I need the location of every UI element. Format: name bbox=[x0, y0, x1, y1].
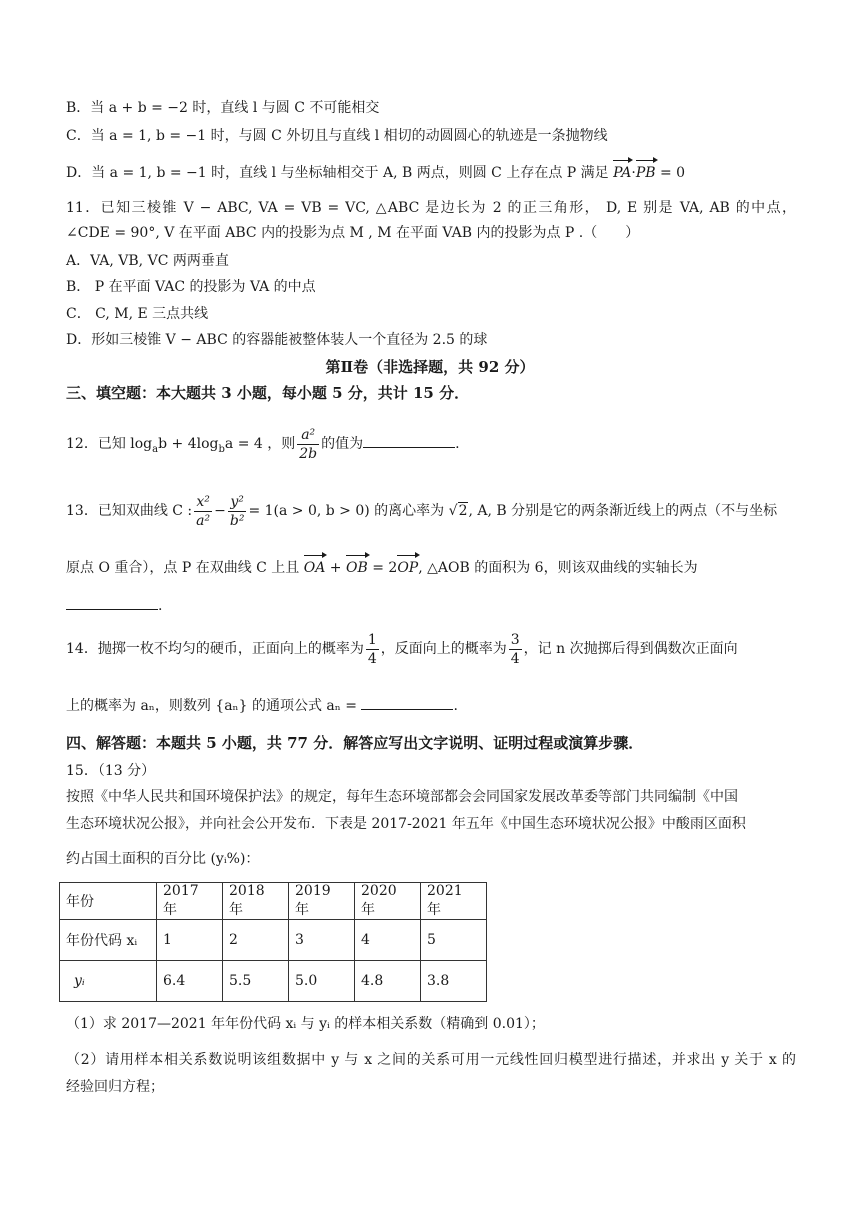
q13-line1 bbox=[66, 489, 796, 533]
vector-oa: OA bbox=[303, 560, 326, 576]
q14-f2-num: 3 bbox=[510, 631, 520, 648]
q14-answer-blank[interactable] bbox=[361, 695, 453, 710]
part2-title: 第Ⅱ卷（非选择题，共 92 分） bbox=[325, 358, 535, 376]
vector-op: OP bbox=[397, 560, 419, 576]
sqrt-radicand: 2 bbox=[458, 503, 468, 519]
q12-sub-a: a bbox=[152, 443, 159, 455]
q12 bbox=[66, 422, 796, 472]
table-header-cell: 年份 bbox=[60, 883, 157, 920]
q14-line1 bbox=[66, 627, 796, 671]
table-row bbox=[60, 920, 487, 961]
q10-option-b: B．当 a + b = −2 时，直线 l 与圆 C 不可能相交 bbox=[66, 100, 380, 116]
q14-pre: 14．抛掷一枚不均匀的硬币，正面向上的概率为 bbox=[66, 641, 364, 657]
q13-minus: − bbox=[214, 503, 226, 519]
q12-frac-den: 2b bbox=[299, 445, 318, 462]
sqrt-sign: √ bbox=[448, 503, 458, 519]
q13-post: , A, B 分别是它的两条渐近线上的两点（不与坐标 bbox=[468, 503, 778, 519]
table-cell: 5 bbox=[421, 920, 487, 961]
q14-f2-den: 4 bbox=[510, 650, 520, 667]
q13-frac-y bbox=[228, 493, 247, 530]
table-header-cell: 2020 年 bbox=[355, 883, 421, 920]
q13-line3 bbox=[66, 595, 796, 616]
q10-option-d-text: D．当 a = 1, b = −1 时，直线 l 与坐标轴相交于 A, B 两点，则圆 C 上存在点 P 满足 bbox=[66, 165, 614, 181]
q13-line2 bbox=[66, 558, 796, 578]
q15-sub1: （1）求 2017—2021 年年份代码 xᵢ 与 yᵢ 的样本相关系数（精确到 0.01）； bbox=[66, 1016, 545, 1032]
q10-option-c: C．当 a = 1, b = −1 时，与圆 C 外切且与直线 l 相切的动圆圆心的轨迹是一条抛物线 bbox=[66, 128, 608, 144]
q14-frac-tails bbox=[509, 631, 522, 668]
q11-option-a: A．VA, VB, VC 两两垂直 bbox=[66, 253, 229, 269]
q12-mid1: b + 4log bbox=[158, 436, 219, 452]
q13-pre: 13．已知双曲线 C : bbox=[66, 503, 193, 519]
q13-line2-pre: 原点 O 重合），点 P 在双曲线 C 上且 bbox=[66, 560, 304, 576]
q15-head: 15．（13 分） bbox=[66, 763, 156, 779]
q12-post: 的值为 bbox=[321, 436, 364, 452]
q14-line2 bbox=[66, 695, 796, 716]
table-cell: 4 bbox=[355, 920, 421, 961]
table-cell: 6.4 bbox=[157, 961, 223, 1002]
q13-f1-den: a² bbox=[196, 512, 211, 529]
table-row-label: 年份代码 xᵢ bbox=[60, 920, 157, 961]
q14-f1-den: 4 bbox=[367, 650, 377, 667]
q14-line2-pre: 上的概率为 aₙ，则数列 {aₙ} 的通项公式 aₙ = bbox=[66, 698, 362, 714]
q13-f2-den: b² bbox=[229, 512, 245, 529]
q13-end: . bbox=[158, 598, 163, 614]
table-header-row bbox=[60, 883, 487, 920]
q14-f1-num: 1 bbox=[367, 631, 377, 648]
q14-frac-heads bbox=[366, 631, 379, 668]
q13-frac-x bbox=[194, 493, 212, 530]
vector-ob: OB bbox=[346, 560, 368, 576]
section4-title: 四、解答题：本题共 5 小题，共 77 分．解答应写出文字说明、证明过程或演算步骤． bbox=[66, 734, 644, 752]
table-cell: 2 bbox=[223, 920, 289, 961]
q15-sub2-line2: 经验回归方程； bbox=[66, 1079, 164, 1095]
vector-pb: PB bbox=[635, 165, 656, 181]
q10-option-d bbox=[66, 163, 796, 183]
q11-stem-line2: ∠CDE = 90°, V 在平面 ABC 内的投影为点 M , M 在平面 VAB 内的投影为点 P .（ ） bbox=[66, 225, 640, 241]
acid-rain-table bbox=[59, 882, 487, 1002]
q15-sub2-line1: （2）请用样本相关系数说明该组数据中 y 与 x 之间的关系可用一元线性回归模型进行描述，并求出 y 关于 x 的 bbox=[66, 1052, 796, 1068]
q11-option-b: B． P 在平面 VAC 的投影为 VA 的中点 bbox=[66, 279, 316, 295]
table-header-cell: 2021 年 bbox=[421, 883, 487, 920]
table-cell: 3 bbox=[289, 920, 355, 961]
q14-post: ，记 n 次抛掷后得到偶数次正面向 bbox=[523, 641, 738, 657]
table-row-label: yᵢ bbox=[60, 961, 157, 1002]
q10-option-d-end: = 0 bbox=[655, 165, 686, 181]
q11-option-c: C． C, M, E 三点共线 bbox=[66, 306, 209, 322]
q12-sub-b: b bbox=[218, 443, 225, 455]
q15-para2: 生态环境状况公报》，并向社会公开发布．下表是 2017-2021 年五年《中国生态环境状况公报》中酸雨区面积 bbox=[66, 816, 746, 832]
sqrt-two bbox=[449, 489, 469, 533]
q13-eq: = 2 bbox=[367, 560, 398, 576]
q12-pre: 12．已知 log bbox=[66, 436, 153, 452]
q15-para3: 约占国土面积的百分比 (yᵢ%)： bbox=[66, 851, 260, 867]
table-header-cell: 2019 年 bbox=[289, 883, 355, 920]
table-cell: 3.8 bbox=[421, 961, 487, 1002]
table-header-cell: 2018 年 bbox=[223, 883, 289, 920]
q13-answer-blank[interactable] bbox=[66, 595, 158, 610]
q13-f2-num: y² bbox=[228, 493, 247, 512]
table-row bbox=[60, 961, 487, 1002]
q14-end: . bbox=[453, 698, 458, 714]
q12-end: . bbox=[455, 436, 460, 452]
q11-option-d: D．形如三棱锥 V − ABC 的容器能被整体装人一个直径为 2.5 的球 bbox=[66, 332, 488, 348]
q12-answer-blank[interactable] bbox=[363, 433, 455, 448]
table-cell: 5.0 bbox=[289, 961, 355, 1002]
q13-mid: = 1(a > 0, b > 0) 的离心率为 bbox=[248, 503, 449, 519]
table-cell: 5.5 bbox=[223, 961, 289, 1002]
q14-mid: ，反面向上的概率为 bbox=[380, 641, 507, 657]
q13-plus: + bbox=[325, 560, 346, 576]
q15-para1: 按照《中华人民共和国环境保护法》的规定，每年生态环境部都会会同国家发展改革委等部门共同编制《中国 bbox=[66, 789, 738, 805]
q11-stem-line1: 11．已知三棱锥 V − ABC, VA = VB = VC, △ABC 是边长为 2 的正三角形， D, E 别是 VA, AB 的中点， bbox=[66, 200, 796, 216]
q12-mid2: a = 4 ，则 bbox=[224, 436, 296, 452]
table-header-cell: 2017 年 bbox=[157, 883, 223, 920]
table-cell: 4.8 bbox=[355, 961, 421, 1002]
table-cell: 1 bbox=[157, 920, 223, 961]
dot-operator: · bbox=[631, 165, 636, 181]
q13-f1-num: x² bbox=[194, 493, 212, 512]
q12-frac-num: a² bbox=[297, 426, 319, 445]
section3-title: 三、填空题：本大题共 3 小题，每小题 5 分，共计 15 分． bbox=[66, 384, 470, 402]
vector-pa: PA bbox=[613, 165, 632, 181]
q13-line2-post: , △AOB 的面积为 6，则该双曲线的实轴长为 bbox=[418, 560, 698, 576]
q12-fraction bbox=[297, 426, 319, 463]
